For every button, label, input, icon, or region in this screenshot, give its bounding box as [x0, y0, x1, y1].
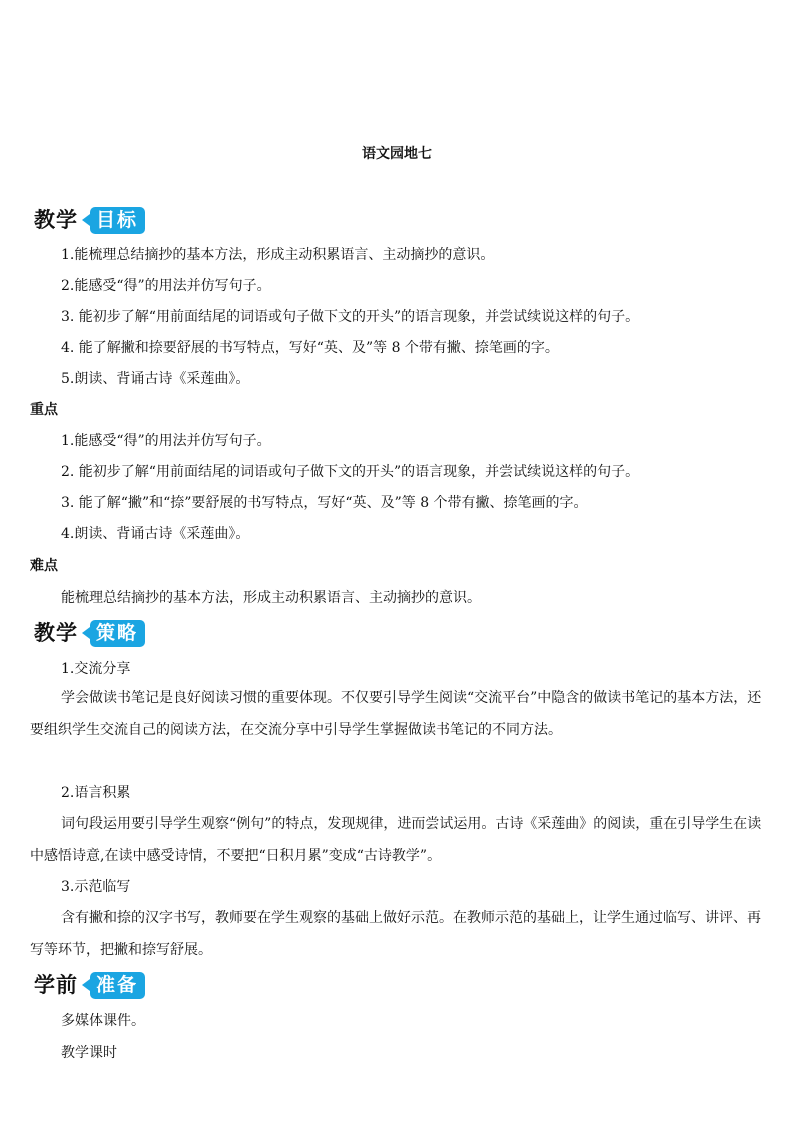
key-point-item: 2. 能初步了解“用前面结尾的词语或句子做下文的开头”的语言现象，并尝试续说这样的句子。: [61, 464, 640, 480]
prep-item: 教学课时: [61, 1045, 117, 1061]
key-point-item: 4.朗读、背诵古诗《采莲曲》。: [61, 526, 250, 542]
key-point-item: 1.能感受“得”的用法并仿写句子。: [61, 433, 271, 449]
pill-arrow-icon: [82, 979, 90, 991]
strategy-subtitle: 1.交流分享: [61, 661, 131, 677]
pill-arrow-icon: [82, 214, 90, 226]
heading-pill-text: 策略: [90, 620, 145, 647]
heading-pill-text: 准备: [90, 972, 145, 999]
strategy-paragraph: 词句段运用要引导学生观察“例句”的特点，发现规律，进而尝试运用。古诗《采莲曲》的阅读，重在引导学生在读中感悟诗意,在读中感受诗情，不要把“日积月累”变成“古诗教学”。: [30, 816, 762, 864]
heading-dark-text: 教学: [34, 621, 78, 645]
goal-item: 4. 能了解撇和捺要舒展的书写特点，写好“英、及”等 8 个带有撇、捺笔画的字。: [61, 340, 559, 356]
heading-pill: [82, 206, 145, 234]
goal-item: 3. 能初步了解“用前面结尾的词语或句子做下文的开头”的语言现象，并尝试续说这样的句子。: [61, 309, 640, 325]
key-point-item: 3. 能了解“撇”和“捺”要舒展的书写特点，写好“英、及”等 8 个带有撇、捺笔画的字。: [61, 495, 588, 511]
heading-dark-text: 学前: [34, 973, 78, 997]
strategy-paragraph: 含有撇和捺的汉字书写，教师要在学生观察的基础上做好示范。在教师示范的基础上，让学生通过临写、讲评、再写等环节，把撇和捺写舒展。: [30, 910, 761, 958]
difficulties-heading: 难点: [30, 558, 58, 574]
strategy-subtitle: 2.语言积累: [61, 785, 131, 801]
page-title: 语文园地七: [362, 146, 432, 162]
strategy-subtitle: 3.示范临写: [61, 879, 131, 895]
section-heading-goals: [34, 206, 145, 234]
heading-pill: [82, 619, 145, 647]
difficulty-item: 能梳理总结摘抄的基本方法，形成主动积累语言、主动摘抄的意识。: [61, 590, 481, 606]
goal-item: 2.能感受“得”的用法并仿写句子。: [61, 278, 271, 294]
heading-pill-text: 目标: [90, 207, 145, 234]
goal-item: 5.朗读、背诵古诗《采莲曲》。: [61, 371, 250, 387]
section-heading-strategy: [34, 619, 145, 647]
pill-arrow-icon: [82, 627, 90, 639]
prep-item: 多媒体课件。: [61, 1013, 145, 1029]
heading-pill: [82, 971, 145, 999]
section-heading-prep: [34, 971, 145, 999]
strategy-paragraph: 学会做读书笔记是良好阅读习惯的重要体现。不仅要引导学生阅读“交流平台”中隐含的做读书笔记的基本方法，还要组织学生交流自己的阅读方法，在交流分享中引导学生掌握做读书笔记的不同方法。: [30, 690, 762, 738]
goal-item: 1.能梳理总结摘抄的基本方法，形成主动积累语言、主动摘抄的意识。: [61, 247, 495, 263]
heading-dark-text: 教学: [34, 208, 78, 232]
key-points-heading: 重点: [30, 402, 58, 418]
